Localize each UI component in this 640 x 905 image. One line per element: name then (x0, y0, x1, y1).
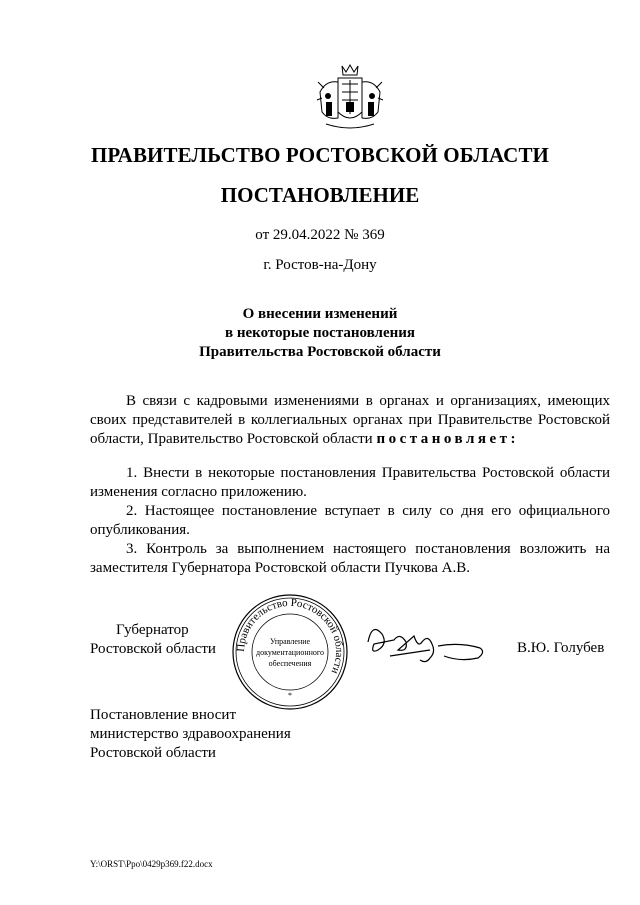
city: г. Ростов-на-Дону (263, 257, 377, 273)
submitted-by-line: Ростовской области (90, 745, 216, 761)
date-and-number: от 29.04.2022 № 369 (255, 227, 385, 243)
official-stamp (230, 592, 350, 712)
subject-line: Правительства Ростовской области (199, 344, 441, 360)
svg-text:*: * (288, 691, 292, 700)
signatory-name: В.Ю. Голубев (517, 640, 605, 656)
stamp-inner-line: Управление (269, 637, 311, 646)
coat-of-arms-emblem (316, 62, 384, 132)
document-type: ПОСТАНОВЛЕНИЕ (220, 183, 420, 207)
signatory-title-line: Ростовской области (90, 641, 216, 657)
resolution-verb: постановляет: (376, 431, 520, 447)
resolution-item-1 (90, 464, 610, 502)
signatory-title (90, 621, 216, 659)
signatory-title-line: Губернатор (116, 622, 189, 638)
stamp-inner-line: обеспечения (268, 659, 312, 668)
submitted-by-line: Постановление вносит (90, 707, 237, 723)
subject-line: О внесении изменений (242, 306, 398, 322)
submitted-by-line: министерство здравоохранения (90, 726, 291, 742)
item-text: 1. Внести в некоторые постановления Правительства Ростовской области изменения согласно приложению. (90, 465, 610, 500)
government-title: ПРАВИТЕЛЬСТВО РОСТОВСКОЙ ОБЛАСТИ (91, 143, 549, 167)
submitted-by-block (90, 706, 291, 763)
handwritten-signature (360, 612, 490, 672)
resolution-item-3 (90, 540, 610, 578)
item-text: 2. Настоящее постановление вступает в силу со дня его официального опубликования. (90, 503, 610, 538)
intro-paragraph (90, 392, 610, 449)
file-path-footer: Y:\ORST\Ppo\0429p369.f22.docx (90, 859, 213, 869)
stamp-ring-text: Правительство Ростовской области (234, 596, 346, 676)
document-subject (0, 305, 640, 362)
resolution-item-2 (90, 502, 610, 540)
stamp-inner-line: документационного (256, 648, 324, 657)
intro-text: В связи с кадровыми изменениями в органах и организациях, имеющих своих представителей в коллегиальных органах при Правительстве Ростовской области, Правительство Ростовской области (90, 393, 610, 447)
subject-line: в некоторые постановления (224, 325, 416, 341)
item-text: 3. Контроль за выполнением настоящего постановления возложить на заместителя Губернатора Ростовской области Пучкова А.В. (90, 541, 610, 576)
